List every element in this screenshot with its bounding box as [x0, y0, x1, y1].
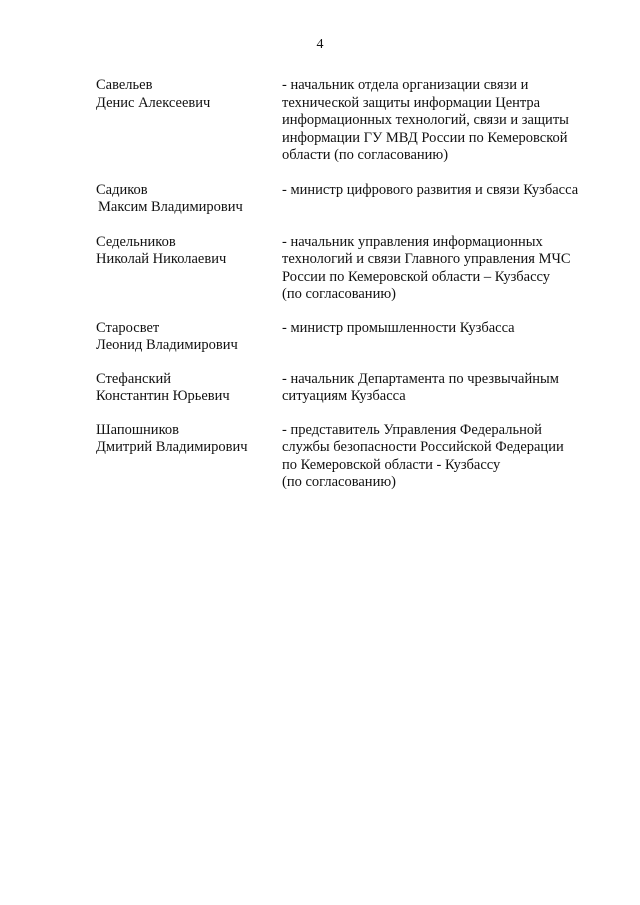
role-line: - министр цифрового развития и связи Кузбасса [282, 181, 579, 198]
member-given-name: Константин Юрьевич [96, 388, 230, 404]
role-line: - представитель Управления Федеральной [282, 421, 542, 438]
role-line: (по согласованию) [282, 474, 396, 490]
member-name [96, 422, 282, 492]
member-role [282, 234, 612, 304]
member-name [96, 77, 282, 165]
member-given-name: Николай Николаевич [96, 251, 227, 267]
member-role [282, 320, 612, 355]
role-line: по Кемеровской области - Кузбассу [282, 456, 501, 473]
member-name [96, 234, 282, 304]
role-line: области (по согласованию) [282, 147, 449, 163]
member-entry [96, 320, 616, 355]
member-entry [96, 422, 616, 492]
member-entry [96, 371, 616, 406]
member-entry [96, 77, 616, 165]
role-line: технической защиты информации Центра [282, 94, 541, 111]
member-surname: Шапошников [96, 421, 179, 438]
role-line: информационных технологий, связи и защиты [282, 112, 569, 128]
role-line: службы безопасности Российской Федерации [282, 439, 564, 455]
role-line: технологий и связи Главного управления МЧС [282, 251, 571, 267]
member-role [282, 371, 612, 406]
member-role [282, 182, 612, 217]
member-surname: Стефанский [96, 370, 172, 387]
member-given-name: Леонид Владимирович [96, 337, 238, 353]
member-role [282, 422, 612, 492]
member-name [96, 371, 282, 406]
member-entry [96, 182, 616, 217]
role-line: - начальник Департамента по чрезвычайным [282, 370, 559, 387]
role-line: - начальник отдела организации связи и [282, 77, 529, 93]
role-line: - министр промышленности Кузбасса [282, 319, 515, 336]
member-given-name: Денис Алексеевич [96, 94, 211, 111]
page-number: 4 [316, 37, 324, 52]
member-surname: Седельников [96, 233, 176, 250]
member-name [96, 182, 282, 217]
member-given-name: Дмитрий Владимирович [96, 439, 248, 455]
member-given-name: Максим Владимирович [98, 199, 243, 215]
member-role [282, 77, 612, 165]
role-line: - начальник управления информационных [282, 233, 543, 250]
member-surname: Старосвет [96, 319, 160, 336]
role-line: России по Кемеровской области – Кузбассу [282, 268, 551, 285]
member-surname: Савельев [96, 77, 153, 93]
role-line: (по согласованию) [282, 286, 396, 302]
member-surname: Садиков [96, 181, 148, 198]
role-line: информации ГУ МВД России по Кемеровской [282, 129, 568, 146]
member-entry [96, 234, 616, 304]
role-line: ситуациям Кузбасса [282, 388, 406, 404]
member-name [96, 320, 282, 355]
member-list [96, 77, 616, 492]
